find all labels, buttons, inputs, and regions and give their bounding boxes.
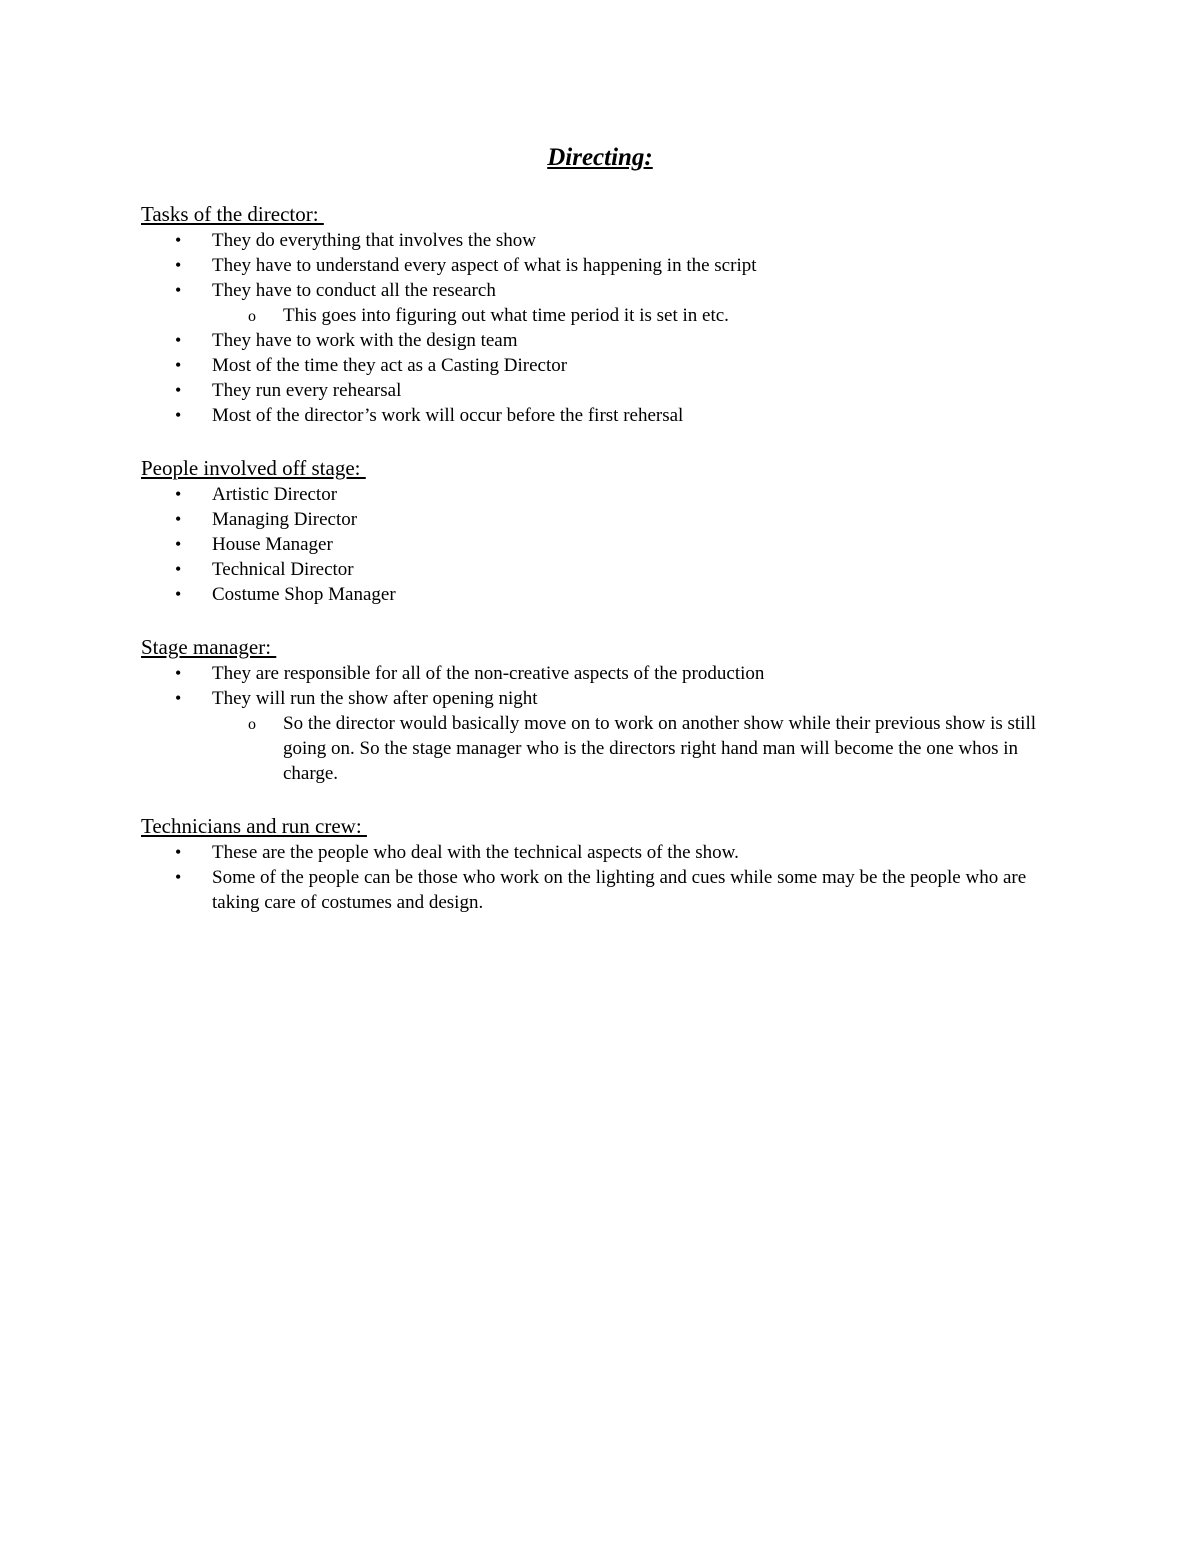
section-technicians-run-crew bbox=[141, 812, 1061, 915]
list-item-text: Managing Director bbox=[212, 509, 358, 530]
bullet-icon: • bbox=[175, 280, 182, 300]
list-item-text: They do everything that involves the show bbox=[212, 230, 536, 251]
bullet-icon: • bbox=[175, 355, 182, 375]
bullet-icon: • bbox=[175, 484, 182, 504]
list-item bbox=[141, 557, 1061, 582]
list-item-text: These are the people who deal with the technical aspects of the show. bbox=[212, 842, 739, 863]
list-item bbox=[141, 532, 1061, 557]
list-item bbox=[141, 482, 1061, 507]
list-item-text: Technical Director bbox=[212, 559, 354, 580]
bullet-icon: • bbox=[175, 663, 182, 683]
bullet-list bbox=[141, 228, 1061, 428]
list-item-text: Artistic Director bbox=[212, 484, 338, 505]
list-item bbox=[141, 686, 1061, 786]
page-title: Directing: bbox=[547, 144, 653, 171]
section-people-off-stage bbox=[141, 454, 1061, 607]
list-item bbox=[141, 507, 1061, 532]
section-heading: People involved off stage: bbox=[141, 456, 366, 480]
list-item bbox=[141, 328, 1061, 353]
sub-list-item-text: This goes into figuring out what time period it is set in etc. bbox=[283, 305, 729, 326]
bullet-icon: • bbox=[175, 380, 182, 400]
list-item bbox=[141, 661, 1061, 686]
list-item bbox=[141, 865, 1061, 915]
list-item-text: Some of the people can be those who work on the lighting and cues while some may be the people who are taking care of costumes and design. bbox=[212, 867, 1027, 913]
section-heading: Technicians and run crew: bbox=[141, 814, 367, 838]
sub-bullet-icon: o bbox=[248, 716, 256, 733]
list-item-text: They have to understand every aspect of what is happening in the script bbox=[212, 255, 757, 276]
bullet-list bbox=[141, 482, 1061, 607]
sub-list-item-text: So the director would basically move on to work on another show while their previous show is still going on. So the stage manager who is the directors right hand man will become the one whos in charge. bbox=[283, 713, 1037, 784]
bullet-icon: • bbox=[175, 330, 182, 350]
list-item-text: They have to work with the design team bbox=[212, 330, 518, 351]
list-item-text: They will run the show after opening night bbox=[212, 688, 538, 709]
sub-list-item bbox=[212, 711, 1061, 786]
sub-bullet-list bbox=[212, 303, 1061, 328]
list-item bbox=[141, 278, 1061, 328]
section-heading: Stage manager: bbox=[141, 635, 277, 659]
section-stage-manager bbox=[141, 633, 1061, 786]
list-item-text: House Manager bbox=[212, 534, 333, 555]
bullet-list bbox=[141, 661, 1061, 786]
bullet-icon: • bbox=[175, 842, 182, 862]
list-item-text: They run every rehearsal bbox=[212, 380, 402, 401]
bullet-icon: • bbox=[175, 405, 182, 425]
list-item-text: Most of the time they act as a Casting Director bbox=[212, 355, 568, 376]
list-item bbox=[141, 840, 1061, 865]
bullet-icon: • bbox=[175, 509, 182, 529]
bullet-icon: • bbox=[175, 688, 182, 708]
list-item bbox=[141, 582, 1061, 607]
bullet-icon: • bbox=[175, 584, 182, 604]
bullet-icon: • bbox=[175, 559, 182, 579]
list-item bbox=[141, 403, 1061, 428]
section-tasks-of-director bbox=[141, 200, 1061, 428]
bullet-icon: • bbox=[175, 230, 182, 250]
list-item-text: They have to conduct all the research bbox=[212, 280, 496, 301]
bullet-icon: • bbox=[175, 534, 182, 554]
bullet-icon: • bbox=[175, 255, 182, 275]
list-item-text: Costume Shop Manager bbox=[212, 584, 396, 605]
list-item-text: They are responsible for all of the non-creative aspects of the production bbox=[212, 663, 765, 684]
list-item-text: Most of the director’s work will occur before the first rehersal bbox=[212, 405, 684, 426]
sub-list-item bbox=[212, 303, 1061, 328]
list-item bbox=[141, 228, 1061, 253]
list-item bbox=[141, 378, 1061, 403]
sub-bullet-icon: o bbox=[248, 308, 256, 325]
list-item bbox=[141, 253, 1061, 278]
sub-bullet-list bbox=[212, 711, 1061, 786]
list-item bbox=[141, 353, 1061, 378]
section-heading: Tasks of the director: bbox=[141, 202, 324, 226]
bullet-list bbox=[141, 840, 1061, 915]
bullet-icon: • bbox=[175, 867, 182, 887]
